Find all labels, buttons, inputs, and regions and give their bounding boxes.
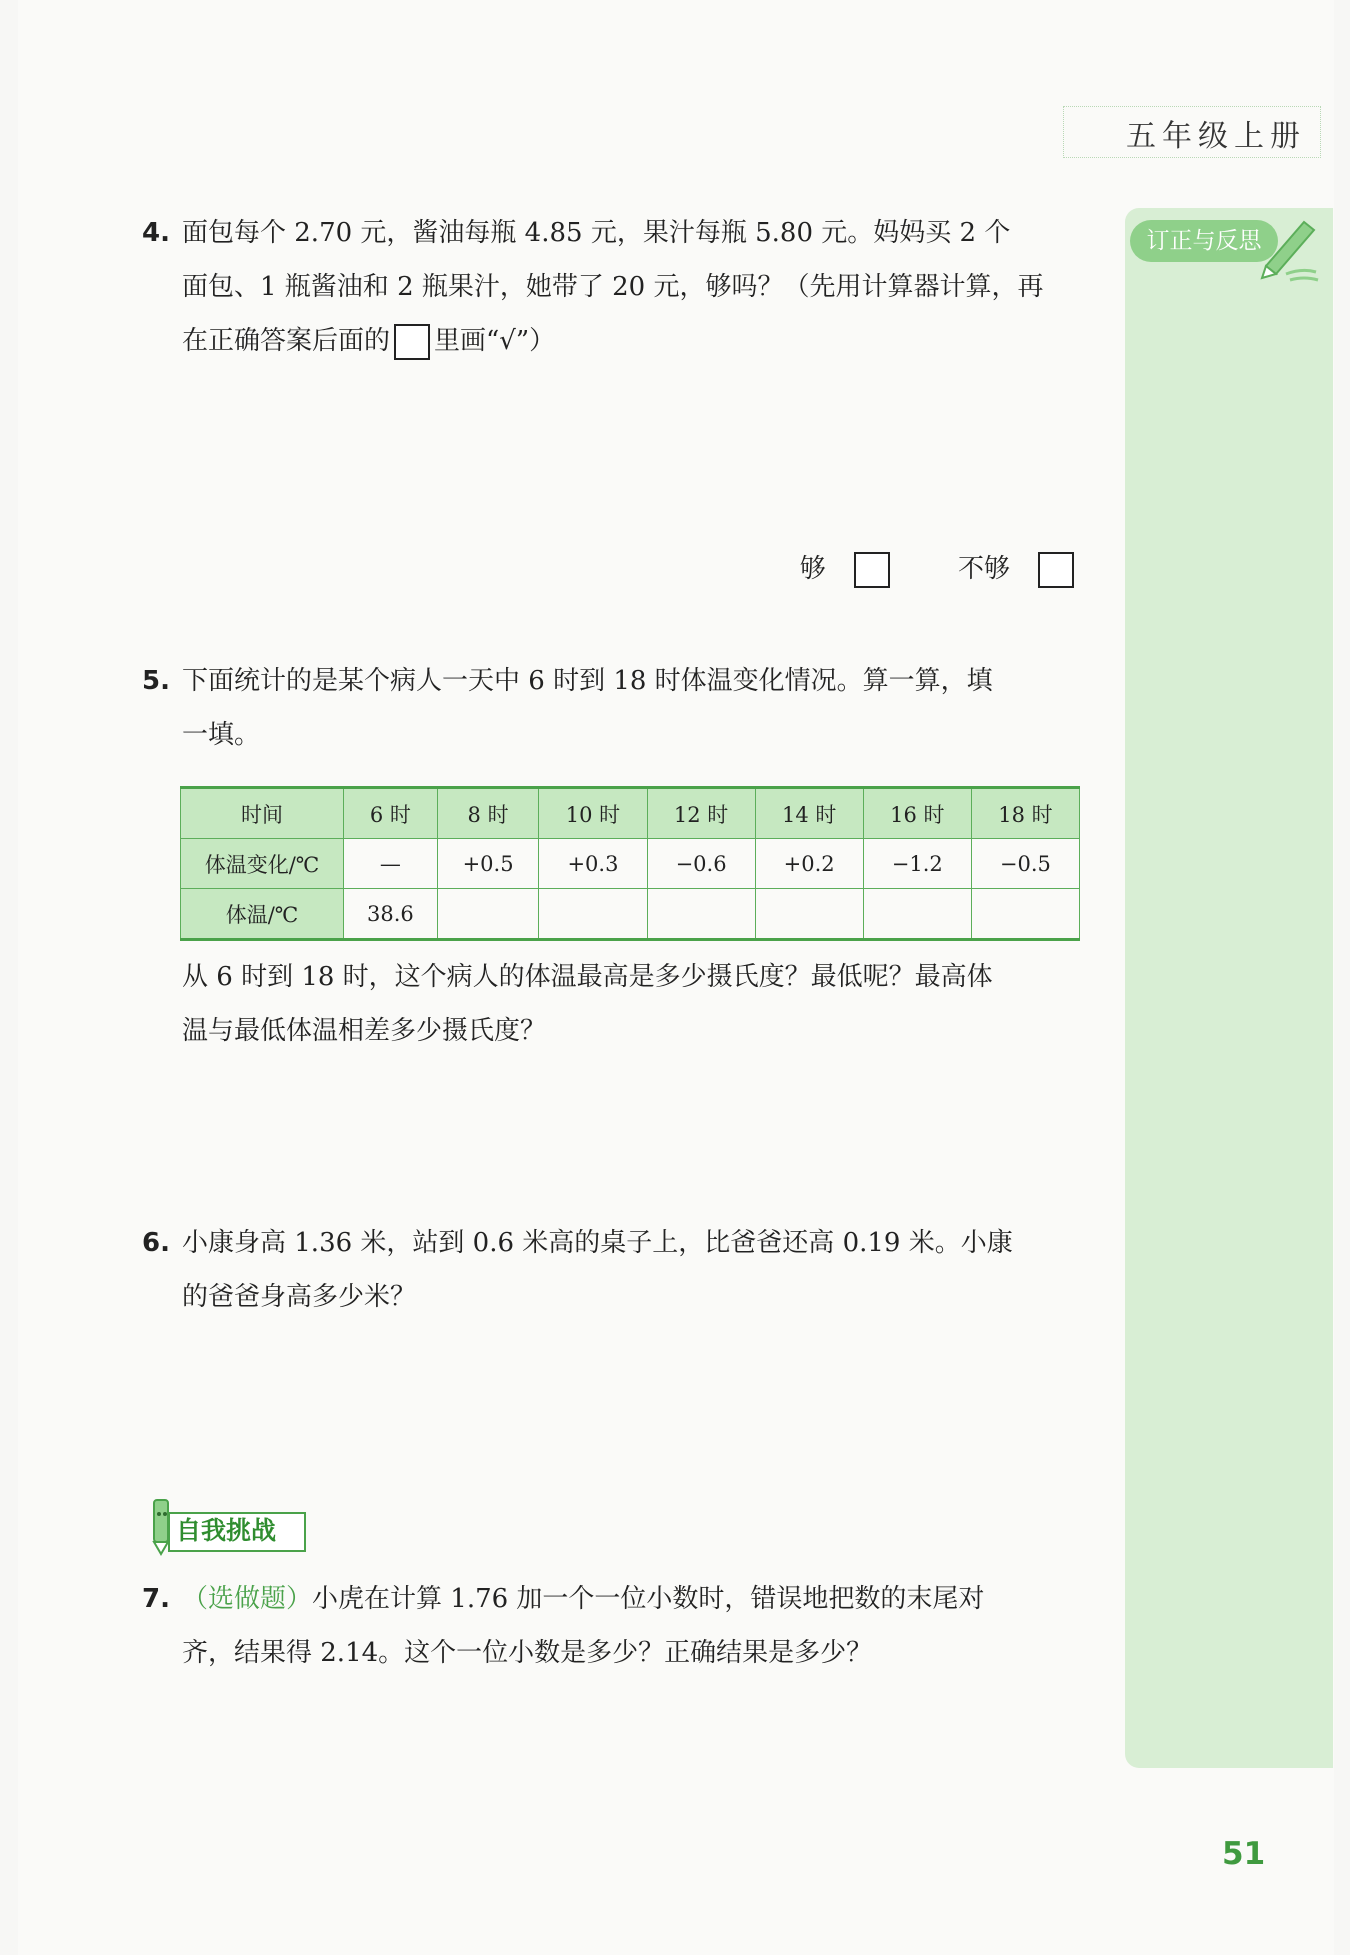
- temperature-table: [180, 786, 1080, 941]
- table-header: 12 时: [647, 788, 755, 839]
- table-row: [181, 788, 1080, 839]
- pencil-icon: [1256, 214, 1326, 284]
- grade-label: [1063, 106, 1321, 158]
- table-cell: −1.2: [863, 839, 971, 889]
- question-number: 6.: [142, 1228, 170, 1258]
- question-line: 小康身高 1.36 米，站到 0.6 米高的桌子上，比爸爸还高 0.19 米。小康: [182, 1228, 1013, 1258]
- question-line: 面包每个 2.70 元，酱油每瓶 4.85 元，果汁每瓶 5.80 元。妈妈买 2 个: [182, 218, 1011, 248]
- question-line: 一填。: [182, 720, 261, 750]
- question-4: [142, 206, 1082, 368]
- table-cell: +0.3: [539, 839, 647, 889]
- self-challenge-header: [148, 1494, 308, 1554]
- question-line: 下面统计的是某个病人一天中 6 时到 18 时体温变化情况。算一算，填: [182, 666, 993, 696]
- table-cell: —: [344, 839, 438, 889]
- fill-in-cell[interactable]: [971, 889, 1079, 940]
- question-line: 从 6 时到 18 时，这个病人的体温最高是多少摄氏度？最低呢？最高体: [182, 962, 993, 992]
- question-line: 齐，结果得 2.14。这个一位小数是多少？正确结果是多少？: [182, 1638, 873, 1668]
- pencil-mascot-icon: [148, 1494, 178, 1558]
- table-header: 8 时: [437, 788, 539, 839]
- table-row: [181, 839, 1080, 889]
- correction-reflection-tab: 订正与反思: [1130, 220, 1278, 262]
- table-header: 18 时: [971, 788, 1079, 839]
- table-header: 时间: [181, 788, 344, 839]
- option-enough: [772, 554, 894, 584]
- fill-in-cell[interactable]: [539, 889, 647, 940]
- question-5: [142, 654, 1082, 762]
- table-cell: 38.6: [344, 889, 438, 940]
- question-number: 7.: [142, 1584, 170, 1614]
- fill-in-cell[interactable]: [755, 889, 863, 940]
- option-not-enough: [930, 554, 1078, 584]
- table-row: [181, 889, 1080, 940]
- not-enough-checkbox[interactable]: [1038, 552, 1074, 588]
- row-label: 体温/℃: [181, 889, 344, 940]
- question-line: 的爸爸身高多少米？: [182, 1282, 417, 1312]
- optional-tag: （选做题）: [182, 1584, 313, 1614]
- instruction-text: 里画“√”）: [434, 326, 556, 356]
- page-number: 51: [1222, 1836, 1266, 1872]
- question-5-followup: [142, 950, 1082, 1058]
- row-label: 体温变化/℃: [181, 839, 344, 889]
- example-box: [394, 324, 430, 360]
- fill-in-cell[interactable]: [437, 889, 539, 940]
- instruction-text: 在正确答案后面的: [182, 326, 391, 356]
- table-cell: +0.5: [437, 839, 539, 889]
- challenge-label: 自我挑战: [176, 1516, 277, 1545]
- option-label: 够: [799, 554, 826, 584]
- answer-options: [744, 548, 1078, 588]
- question-line: 温与最低体温相差多少摄氏度？: [182, 1016, 547, 1046]
- table-header: 14 时: [755, 788, 863, 839]
- fill-in-cell[interactable]: [863, 889, 971, 940]
- question-line: 面包、1 瓶酱油和 2 瓶果汁，她带了 20 元，够吗？（先用计算器计算，再: [182, 272, 1044, 302]
- question-7: [142, 1572, 1082, 1680]
- question-line: [182, 1572, 1082, 1626]
- question-number: 5.: [142, 666, 170, 696]
- table-header: 16 时: [863, 788, 971, 839]
- option-label: 不够: [957, 554, 1010, 584]
- fill-in-cell[interactable]: [647, 889, 755, 940]
- question-number: 4.: [142, 218, 170, 248]
- table-header: 6 时: [344, 788, 438, 839]
- table-cell: +0.2: [755, 839, 863, 889]
- table-cell: −0.5: [971, 839, 1079, 889]
- correction-reflection-panel[interactable]: [1125, 208, 1333, 1768]
- grade-text: 五年级上册: [1126, 119, 1306, 154]
- question-line: [182, 314, 1082, 368]
- question-text: 小虎在计算 1.76 加一个一位小数时，错误地把数的末尾对: [312, 1584, 985, 1614]
- table-cell: −0.6: [647, 839, 755, 889]
- question-6: [142, 1216, 1082, 1324]
- enough-checkbox[interactable]: [854, 552, 890, 588]
- table-header: 10 时: [539, 788, 647, 839]
